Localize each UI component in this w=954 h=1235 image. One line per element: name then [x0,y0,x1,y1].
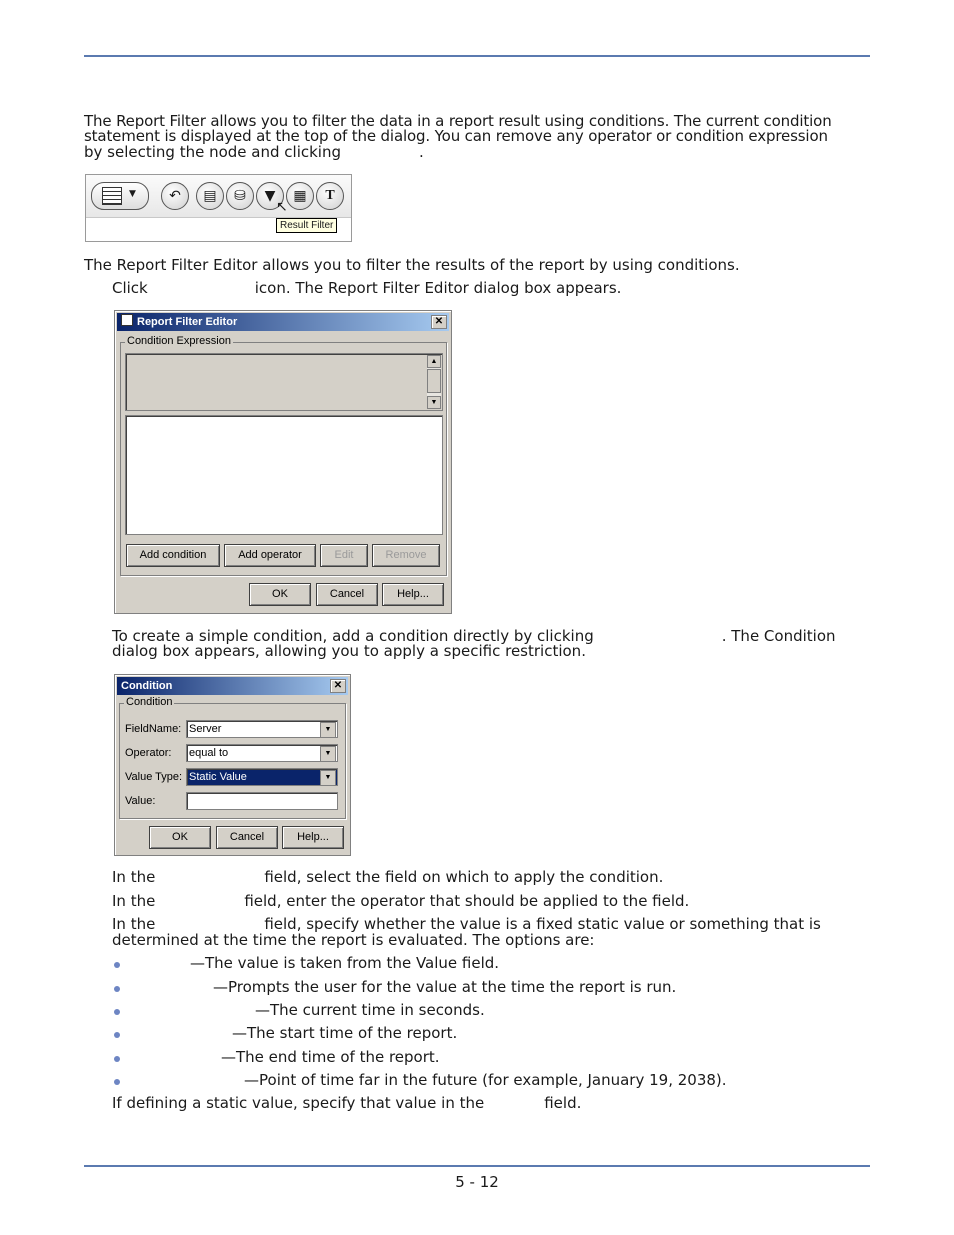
editor-intro: The Report Filter Editor allows you to filter the results of the report by using conditions. [84,256,740,274]
chevron-down-icon: ▼ [320,746,336,762]
report-toolbar [85,174,352,242]
close-icon[interactable]: ✕ [330,679,346,693]
header-rule [84,55,870,57]
bullet-icon [114,1009,120,1015]
group-label: Condition Expression [127,335,231,347]
step-fieldname: In the field, select the field on which to apply the condition. [112,868,664,886]
option-current-time: —The current time in seconds. [255,1001,485,1019]
table-view-dropdown[interactable] [91,182,149,210]
value-type-label: Value Type: [125,771,183,783]
operator-label: Operator: [125,747,172,759]
filter-icon[interactable]: ▼ [256,182,284,210]
scrollbar[interactable] [427,355,441,409]
value-input[interactable] [186,792,338,810]
value-label: Value: [125,795,156,807]
operator-select[interactable]: equal to ▼ [186,744,338,762]
step-value-type: In the field, specify whether the value is a fixed static value or something that is [112,915,821,933]
dialog-titlebar: Report Filter Editor ✕ [117,313,449,331]
page-number: 5 - 12 [455,1173,499,1191]
simple-condition-line-2: dialog box appears, allowing you to apply a specific restriction. [112,642,586,660]
report-filter-editor-dialog [114,310,452,614]
result-filter-tooltip: Result Filter [276,218,337,233]
dialog-titlebar: Condition ✕ [117,677,348,695]
scroll-down-icon[interactable]: ▼ [427,396,441,409]
help-button[interactable]: Help... [282,826,344,849]
database-icon[interactable]: ⛁ [226,182,254,210]
edit-button[interactable]: Edit [320,544,368,567]
app-icon [121,314,133,326]
cursor-icon: ↖ [276,199,288,215]
option-end-time: —The end time of the report. [221,1048,440,1066]
chevron-down-icon: ▼ [129,189,136,199]
option-start-time: —The start time of the report. [232,1024,458,1042]
group-label: Condition [126,696,173,708]
fieldname-select[interactable]: Server ▼ [186,720,338,738]
footer-rule [84,1165,870,1167]
option-static-value: —The value is taken from the Value field. [190,954,500,972]
cancel-button[interactable]: Cancel [316,583,378,606]
fieldname-label: FieldName: [125,723,182,735]
value-type-select[interactable]: Static Value ▼ [186,768,338,786]
bullet-icon [114,986,120,992]
bullet-icon [114,1079,120,1085]
remove-button[interactable]: Remove [372,544,440,567]
undo-icon[interactable]: ↶ [161,182,189,210]
text-icon[interactable]: T [316,182,344,210]
help-button[interactable]: Help... [382,583,444,606]
step-value-type-line-2: determined at the time the report is evaluated. The options are: [112,931,595,949]
scroll-up-icon[interactable]: ▲ [427,355,441,368]
intro-line-1: The Report Filter allows you to filter the data in a report result using conditions. The current condition [84,112,832,130]
toolbar-strip [86,175,351,218]
intro-line-2: statement is displayed at the top of the dialog. You can remove any operator or condition expression [84,127,828,145]
step-static-value: If defining a static value, specify that value in the field. [112,1094,582,1112]
chevron-down-icon: ▼ [320,722,336,738]
ok-button[interactable]: OK [249,583,311,606]
step-operator: In the field, enter the operator that should be applied to the field. [112,892,690,910]
close-icon[interactable]: ✕ [431,315,447,329]
bullet-icon [114,1056,120,1062]
cancel-button[interactable]: Cancel [216,826,278,849]
export-icon[interactable]: ▦ [286,182,314,210]
add-operator-button[interactable]: Add operator [224,544,316,567]
scroll-thumb[interactable] [427,369,441,393]
condition-expression-group [120,335,447,576]
condition-tree[interactable] [125,415,443,535]
intro-line-3: by selecting the node and clicking . [84,143,424,161]
ok-button[interactable]: OK [149,826,211,849]
condition-statement-area[interactable] [125,353,443,411]
columns-icon[interactable]: ▤ [196,182,224,210]
table-icon [102,187,122,205]
step-click-icon: Click icon. The Report Filter Editor dialog box appears. [112,279,622,297]
condition-dialog [114,674,351,856]
option-far-future: —Point of time far in the future (for example, January 19, 2038). [244,1071,727,1089]
option-prompt: —Prompts the user for the value at the time the report is run. [213,978,677,996]
bullet-icon [114,1032,120,1038]
bullet-icon [114,962,120,968]
add-condition-button[interactable]: Add condition [126,544,220,567]
simple-condition-line-1: To create a simple condition, add a condition directly by clicking . The Condition [112,627,836,645]
chevron-down-icon: ▼ [320,770,336,786]
condition-group [119,696,346,819]
